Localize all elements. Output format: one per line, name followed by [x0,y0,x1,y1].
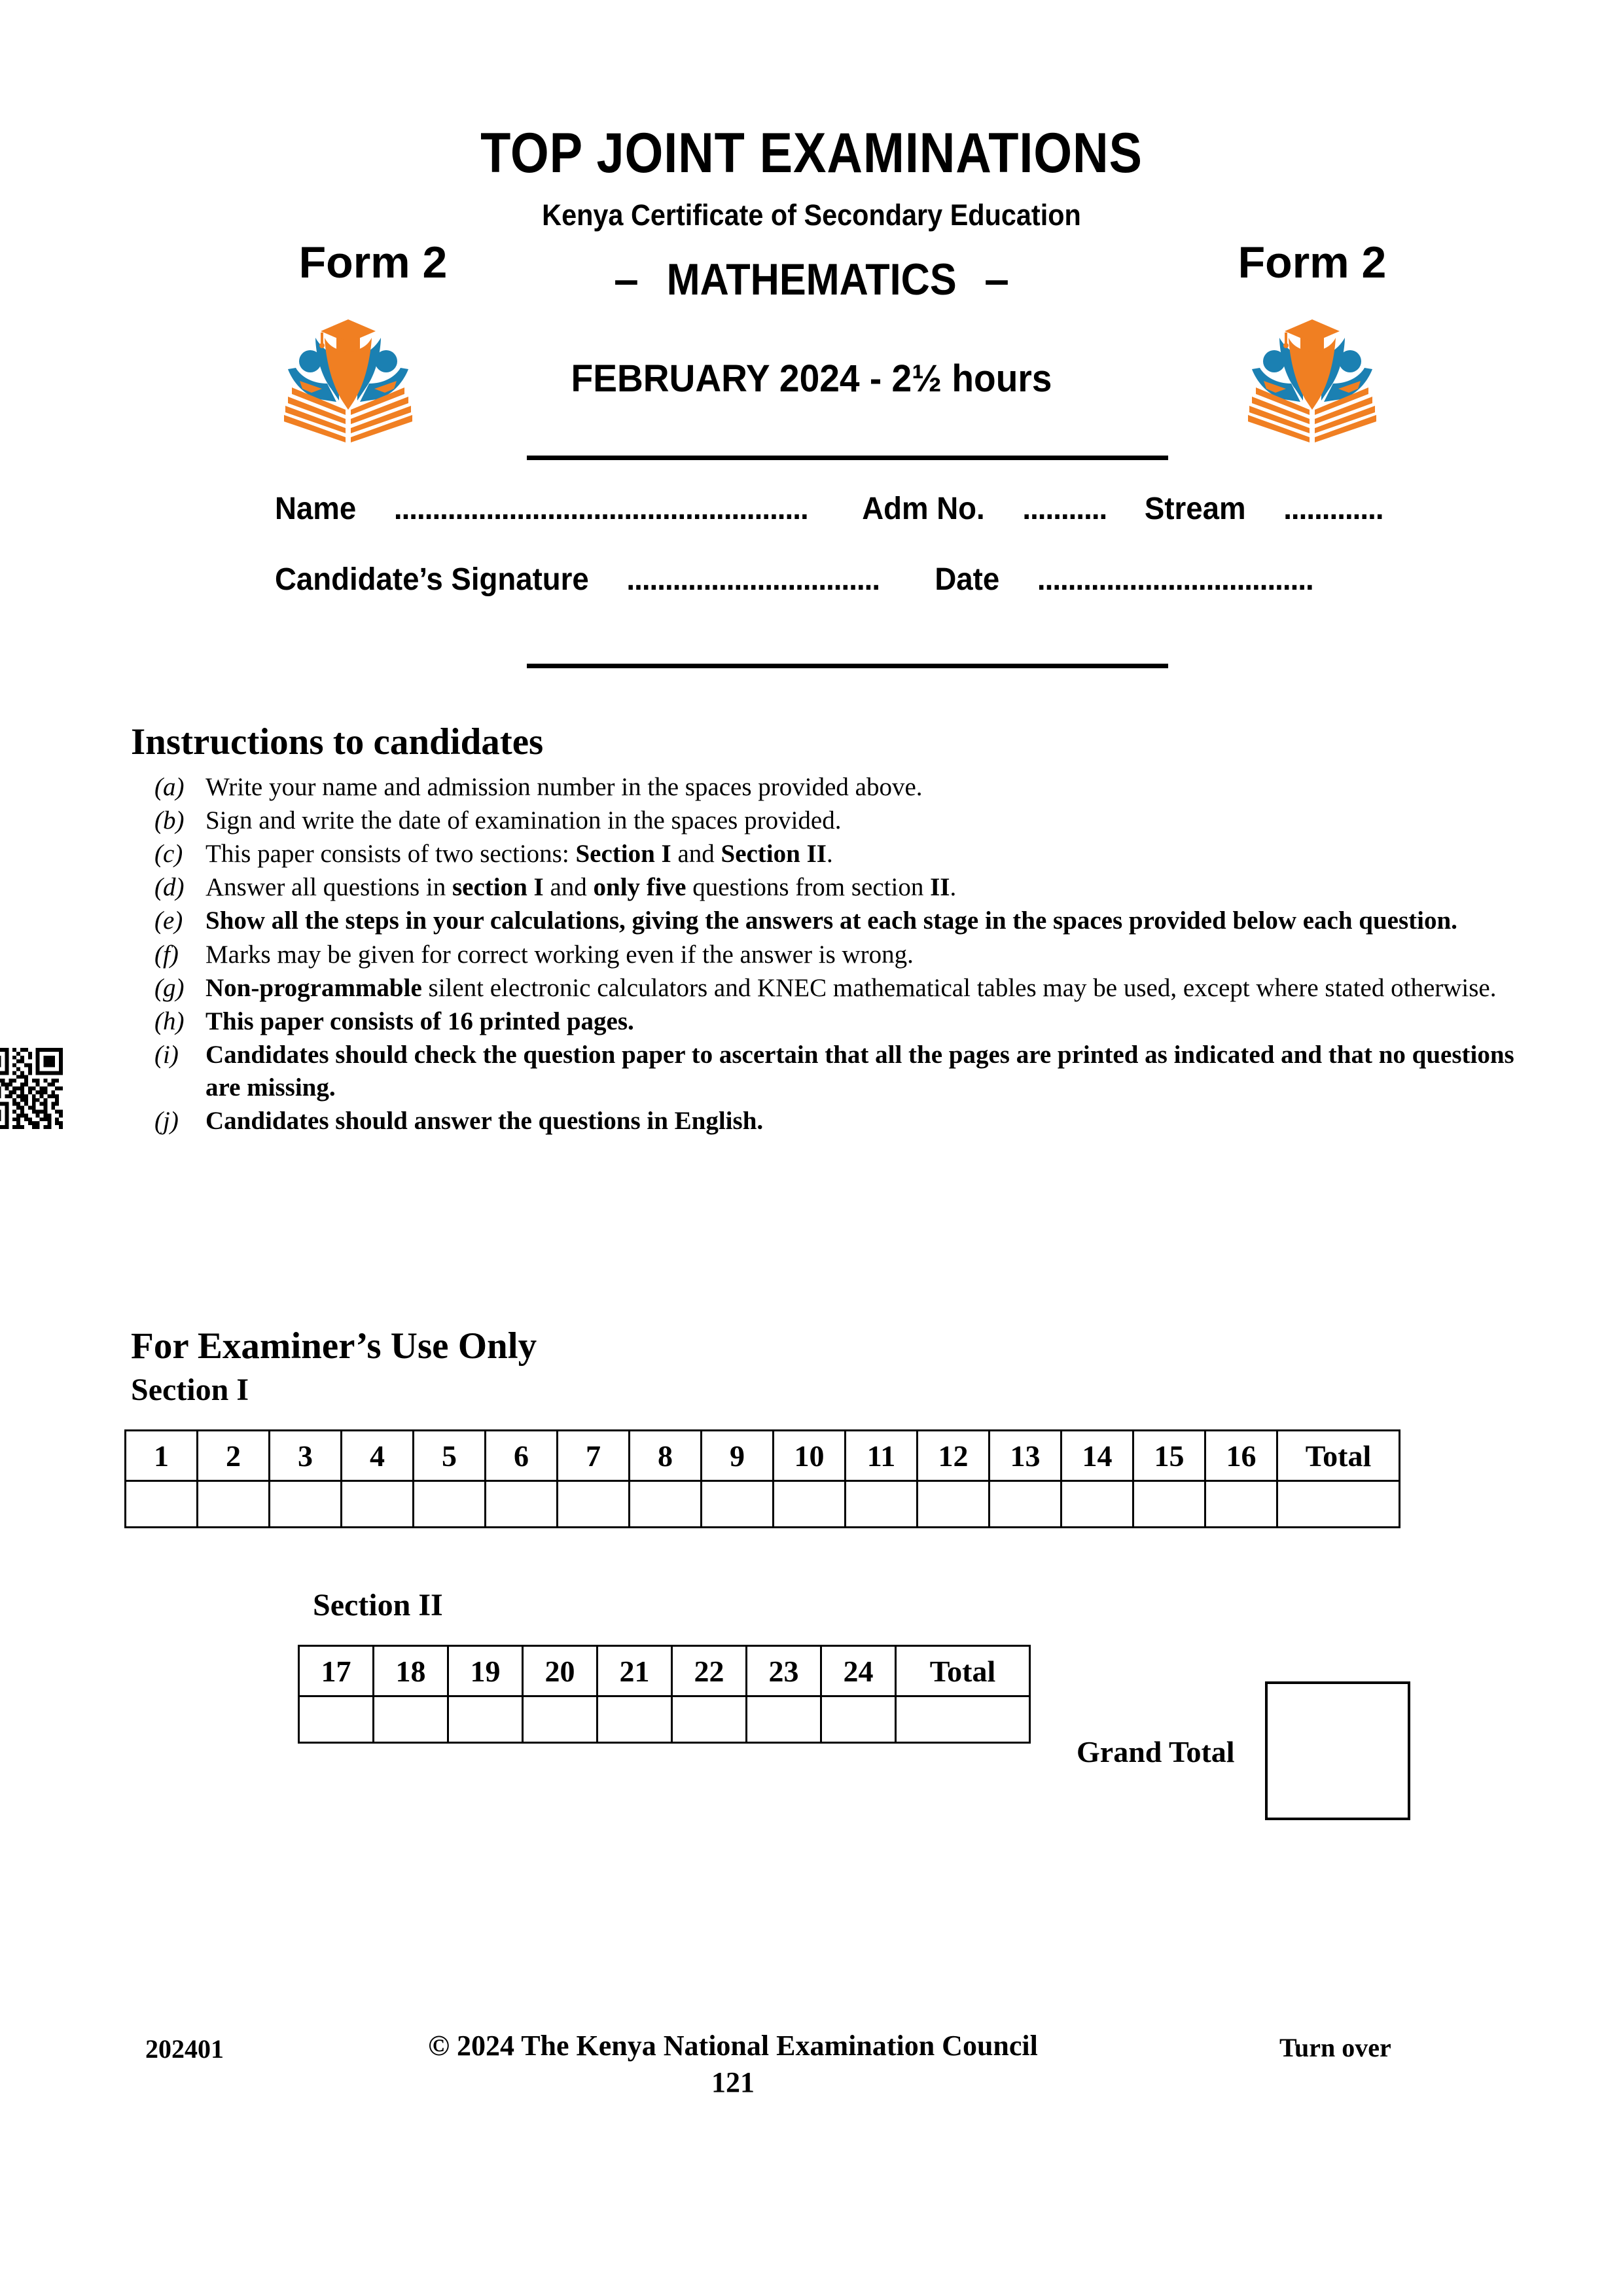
name-label: Name [275,492,357,526]
question-number-cell: 4 [342,1431,414,1481]
question-number-cell: 23 [747,1646,821,1696]
score-cell[interactable] [448,1696,523,1743]
date-input-dots[interactable]: .................................... [1037,562,1313,597]
instruction-letter: (e) [154,906,183,935]
exam-subtitle: Kenya Certificate of Secondary Education [542,198,1081,232]
instruction-item [152,838,1552,870]
section-one-marks-table [124,1429,1400,1528]
signature-input-dots[interactable]: ................................. [626,562,880,597]
instruction-text: Write your name and admission number in the spaces provided above. [205,773,923,801]
grand-total-label: Grand Total [1077,1735,1235,1768]
table-header-row [126,1431,1400,1481]
question-number-cell: 12 [918,1431,990,1481]
question-number-cell: 16 [1205,1431,1277,1481]
question-number-cell: 2 [198,1431,270,1481]
section-two-marks-table [298,1645,1031,1744]
question-number-cell: 15 [1133,1431,1205,1481]
table-header-row [299,1646,1030,1696]
signature-label: Candidate’s Signature [275,562,589,597]
footer-copyright: © 2024 The Kenya National Examination Council [428,2030,1038,2062]
total-score-cell[interactable] [1277,1481,1400,1528]
instruction-item [152,1105,1552,1138]
question-number-cell: 14 [1061,1431,1133,1481]
instruction-text: Non-programmable silent electronic calculators and KNEC mathematical tables may be used, except where stated otherwise. [205,973,1497,1002]
instruction-letter: (g) [154,973,185,1002]
question-number-cell: 1 [126,1431,198,1481]
instruction-text: Answer all questions in section I and only five questions from section II. [205,873,957,902]
score-cell[interactable] [630,1481,702,1528]
question-number-cell: 24 [821,1646,896,1696]
instruction-letter: (d) [154,873,185,902]
question-number-cell: 20 [523,1646,597,1696]
education-logo-left [283,315,414,443]
score-cell[interactable] [1061,1481,1133,1528]
instruction-item [152,804,1552,837]
adm-no-input-dots[interactable]: ........... [1022,492,1107,526]
instruction-text: This paper consists of 16 printed pages. [205,1007,634,1035]
section-one-label: Section I [131,1372,249,1407]
score-cell[interactable] [918,1481,990,1528]
instruction-letter: (c) [154,840,183,869]
question-number-cell: 11 [846,1431,918,1481]
table-row [126,1481,1400,1528]
score-cell[interactable] [270,1481,342,1528]
instruction-letter: (j) [154,1107,179,1136]
score-cell[interactable] [990,1481,1061,1528]
question-number-cell: 5 [414,1431,486,1481]
instruction-text: Show all the steps in your calculations, giving the answers at each stage in the spaces provided below each question. [205,906,1457,935]
total-header-cell: Total [896,1646,1030,1696]
score-cell[interactable] [299,1696,374,1743]
subject-title: MATHEMATICS [666,255,957,304]
grand-total-box[interactable] [1265,1681,1410,1820]
examiner-use-heading: For Examiner’s Use Only [131,1325,537,1367]
question-number-cell: 19 [448,1646,523,1696]
exam-title: TOP JOINT EXAMINATIONS [480,122,1143,185]
score-cell[interactable] [486,1481,558,1528]
instruction-letter: (b) [154,806,185,835]
instruction-text: This paper consists of two sections: Section I and Section II. [205,840,833,869]
header-divider-bottom [527,664,1168,668]
instruction-item [152,1039,1552,1104]
footer-turn-over: Turn over [1279,2033,1391,2062]
instruction-item [152,972,1552,1005]
question-number-cell: 9 [702,1431,774,1481]
qr-code-icon [0,1048,63,1129]
education-logo-right [1247,315,1378,443]
total-header-cell: Total [1277,1431,1400,1481]
instruction-item [152,771,1552,804]
score-cell[interactable] [747,1696,821,1743]
form-level-right: Form 2 [1238,238,1387,287]
dash-left-icon: – [614,255,639,304]
question-number-cell: 17 [299,1646,374,1696]
stream-label: Stream [1144,492,1246,526]
score-cell[interactable] [414,1481,486,1528]
table-row [299,1696,1030,1743]
question-number-cell: 8 [630,1431,702,1481]
score-cell[interactable] [774,1481,846,1528]
footer-paper-code: 202401 [145,2034,224,2064]
instruction-item [152,1005,1552,1038]
header-divider-top [527,456,1168,460]
score-cell[interactable] [672,1696,747,1743]
instruction-item [152,871,1552,904]
footer-page-number: 121 [711,2066,755,2098]
score-cell[interactable] [523,1696,597,1743]
instruction-text: Candidates should check the question paper to ascertain that all the pages are printed as indicated and that no questions are missing. [205,1040,1514,1102]
instructions-list [152,771,1552,1138]
adm-no-label: Adm No. [862,492,985,526]
name-input-dots[interactable]: ...................................................... [393,492,808,526]
total-score-cell[interactable] [896,1696,1030,1743]
instruction-letter: (a) [154,773,185,801]
question-number-cell: 13 [990,1431,1061,1481]
question-number-cell: 21 [597,1646,672,1696]
score-cell[interactable] [558,1481,630,1528]
score-cell[interactable] [821,1696,896,1743]
question-number-cell: 22 [672,1646,747,1696]
score-cell[interactable] [1205,1481,1277,1528]
score-cell[interactable] [1133,1481,1205,1528]
question-number-cell: 18 [374,1646,448,1696]
instruction-text: Marks may be given for correct working even if the answer is wrong. [205,940,914,969]
instructions-heading: Instructions to candidates [131,721,544,762]
subject-row [484,254,1139,305]
instruction-text: Sign and write the date of examination in the spaces provided. [205,806,842,835]
candidate-signature-row [275,562,1313,598]
score-cell[interactable] [374,1696,448,1743]
score-cell[interactable] [702,1481,774,1528]
score-cell[interactable] [342,1481,414,1528]
question-number-cell: 6 [486,1431,558,1481]
score-cell[interactable] [597,1696,672,1743]
question-number-cell: 10 [774,1431,846,1481]
question-number-cell: 7 [558,1431,630,1481]
score-cell[interactable] [126,1481,198,1528]
date-label: Date [935,562,1000,597]
instruction-item [152,939,1552,971]
instruction-letter: (i) [154,1040,179,1069]
score-cell[interactable] [198,1481,270,1528]
instruction-item [152,905,1552,937]
exam-date-duration: FEBRUARY 2024 - 2½ hours [571,357,1052,400]
section-two-label: Section II [313,1588,443,1623]
instruction-letter: (f) [154,940,179,969]
form-level-left: Form 2 [298,238,448,287]
candidate-name-row [275,491,1383,527]
stream-input-dots[interactable]: ............. [1283,492,1383,526]
instruction-letter: (h) [154,1007,185,1035]
instruction-text: Candidates should answer the questions in English. [205,1107,764,1136]
question-number-cell: 3 [270,1431,342,1481]
score-cell[interactable] [846,1481,918,1528]
dash-right-icon: – [984,255,1009,304]
